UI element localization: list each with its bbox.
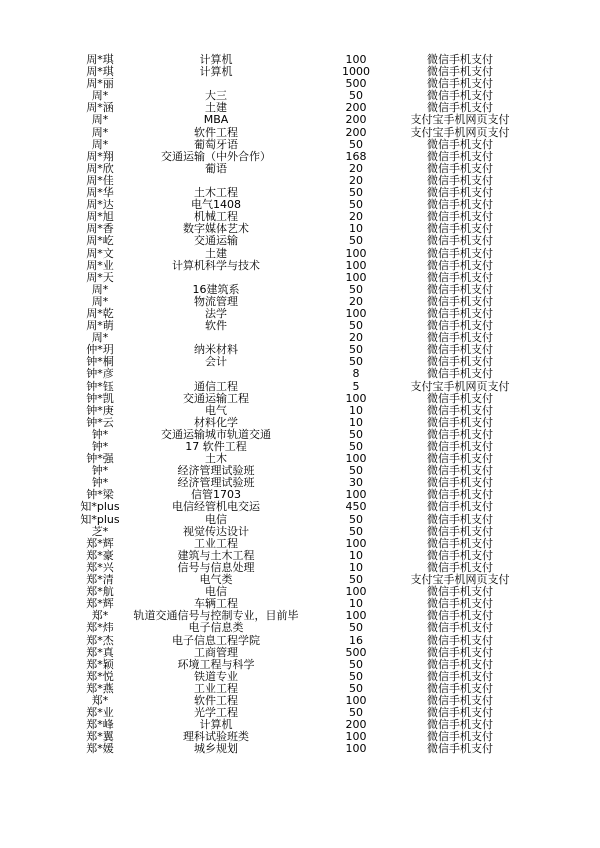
payment-method: 微信手机支付 (427, 367, 493, 381)
donor-major: 大三 (205, 89, 227, 103)
table-row (80, 526, 520, 538)
donor-name: 钟*云 (86, 415, 114, 429)
donation-amount: 50 (349, 234, 363, 248)
payment-method: 微信手机支付 (427, 65, 493, 79)
donor-major: 理科试验班类 (183, 730, 249, 744)
payment-method: 微信手机支付 (427, 730, 493, 744)
payment-method: 支付宝手机网页支付 (410, 573, 510, 587)
payment-method: 微信手机支付 (427, 234, 493, 248)
table-row (80, 405, 520, 417)
donor-name: 芝* (91, 524, 109, 538)
donor-major: 葡萄牙语 (194, 137, 238, 151)
donor-major: 物流管理 (194, 294, 238, 308)
donor-major: 纳米材料 (194, 343, 238, 357)
payment-method: 微信手机支付 (427, 645, 493, 659)
donation-amount: 50 (349, 657, 363, 671)
donor-name: 钟*桐 (86, 355, 114, 369)
donor-major: 经济管理试验班 (177, 476, 255, 490)
donor-major: 环境工程与科学 (177, 657, 255, 671)
donation-amount: 50 (349, 319, 363, 333)
payment-method: 微信手机支付 (427, 391, 493, 405)
table-row (80, 622, 520, 634)
donor-name: 周* (91, 89, 109, 103)
donation-amount: 100 (345, 742, 367, 756)
donation-amount: 50 (349, 706, 363, 720)
donor-name: 郑*真 (86, 645, 114, 659)
payment-method: 微信手机支付 (427, 609, 493, 623)
table-row (80, 368, 520, 380)
donation-amount: 200 (345, 101, 367, 115)
payment-method: 微信手机支付 (427, 633, 493, 647)
donation-amount: 20 (349, 173, 363, 187)
donor-name: 周* (91, 113, 109, 127)
donation-amount: 10 (349, 548, 363, 562)
donor-name: 周*萌 (86, 319, 114, 333)
donation-amount: 20 (349, 210, 363, 224)
donor-major: 交通运输 (194, 234, 238, 248)
payment-method: 微信手机支付 (427, 681, 493, 695)
donor-major: 电信 (205, 512, 227, 526)
donation-amount: 50 (349, 681, 363, 695)
donor-name: 郑* (91, 693, 109, 707)
donor-name: 郑*业 (86, 706, 114, 720)
donation-amount: 50 (349, 186, 363, 200)
payment-method: 微信手机支付 (427, 488, 493, 502)
donation-amount: 500 (345, 77, 367, 91)
donation-amount: 200 (345, 125, 367, 139)
donor-major: 电信 (205, 585, 227, 599)
donor-name: 周* (91, 294, 109, 308)
donor-name: 郑*清 (86, 573, 114, 587)
table-row (80, 127, 520, 139)
donation-amount: 50 (349, 621, 363, 635)
donor-name: 郑*炜 (86, 621, 114, 635)
donor-major: 软件工程 (194, 693, 238, 707)
payment-method: 微信手机支付 (427, 306, 493, 320)
donation-amount: 200 (345, 718, 367, 732)
payment-method: 支付宝手机网页支付 (410, 125, 510, 139)
donor-name: 周*翔 (86, 149, 114, 163)
donor-name: 周*乾 (86, 306, 114, 320)
payment-method: 微信手机支付 (427, 246, 493, 260)
payment-method: 微信手机支付 (427, 597, 493, 611)
donor-major: MBA (203, 113, 229, 127)
donor-name: 周* (91, 125, 109, 139)
payment-method: 微信手机支付 (427, 500, 493, 514)
table-row (80, 260, 520, 272)
donation-amount: 100 (345, 488, 367, 502)
donor-major: 电子信息工程学院 (172, 633, 260, 647)
donor-major: 电子信息类 (188, 621, 244, 635)
donation-amount: 50 (349, 427, 363, 441)
donor-major: 铁道专业 (194, 669, 238, 683)
donor-name: 郑*燕 (86, 681, 114, 695)
donor-major: 城乡规划 (194, 742, 238, 756)
donor-name: 周*旭 (86, 210, 114, 224)
donor-name: 周*华 (86, 186, 114, 200)
payment-method: 微信手机支付 (427, 198, 493, 212)
donor-name: 郑*媛 (86, 742, 114, 756)
donor-major: 土木工程 (194, 186, 238, 200)
payment-method: 微信手机支付 (427, 669, 493, 683)
donation-amount: 100 (345, 730, 367, 744)
donor-major: 电气 (205, 403, 227, 417)
table-row (80, 635, 520, 647)
donor-name: 郑*翼 (86, 730, 114, 744)
donor-major: 材料化学 (194, 415, 238, 429)
payment-method: 微信手机支付 (427, 585, 493, 599)
donor-name: 钟* (91, 440, 109, 453)
table-row (80, 393, 520, 405)
donor-major: 视觉传达设计 (183, 524, 249, 538)
donor-name: 郑*豪 (86, 548, 114, 562)
donor-name: 周*屹 (86, 234, 114, 248)
payment-method: 微信手机支付 (427, 718, 493, 732)
table-row (80, 114, 520, 126)
donation-amount: 50 (349, 355, 363, 369)
donor-major: 计算机 (199, 53, 233, 66)
donor-major: 光学工程 (194, 706, 238, 720)
payment-method: 微信手机支付 (427, 476, 493, 490)
donor-major: 工商管理 (194, 645, 238, 659)
donor-name: 周*欣 (86, 161, 114, 175)
payment-method: 微信手机支付 (427, 560, 493, 574)
donor-name: 知*plus (80, 500, 120, 514)
donor-name: 钟*庚 (86, 403, 114, 417)
payment-method: 微信手机支付 (427, 693, 493, 707)
donor-name: 周*达 (86, 198, 114, 212)
payment-method: 微信手机支付 (427, 536, 493, 550)
donation-amount: 100 (345, 585, 367, 599)
payment-method: 微信手机支付 (427, 331, 493, 345)
donor-name: 郑*辉 (86, 597, 114, 611)
donor-name: 周*涵 (86, 101, 114, 115)
donor-major: 工业工程 (194, 681, 238, 695)
payment-method: 微信手机支付 (427, 186, 493, 200)
table-row (80, 381, 520, 393)
donor-major: 17 软件工程 (185, 440, 247, 453)
table-row (80, 235, 520, 247)
payment-method: 微信手机支付 (427, 161, 493, 175)
donor-major: 会计 (205, 355, 227, 369)
donation-amount: 10 (349, 415, 363, 429)
donor-name: 仲*玥 (86, 343, 114, 357)
donation-amount: 50 (349, 669, 363, 683)
donor-major: 葡语 (205, 161, 227, 175)
donor-major: 机械工程 (194, 210, 238, 224)
payment-method: 微信手机支付 (427, 101, 493, 115)
donor-major (120, 272, 312, 284)
donor-name: 钟* (91, 476, 109, 490)
donor-major: 计算机科学与技术 (172, 258, 260, 272)
payment-method: 微信手机支付 (427, 137, 493, 151)
donation-amount: 100 (345, 246, 367, 260)
donation-amount: 10 (349, 222, 363, 236)
table-row (80, 743, 520, 755)
donor-name: 郑*峰 (86, 718, 114, 732)
donation-amount: 5 (352, 379, 360, 393)
donor-name: 周* (91, 331, 109, 345)
donation-amount: 100 (345, 53, 367, 66)
donor-name: 钟*钰 (86, 379, 114, 393)
donation-amount: 100 (345, 391, 367, 405)
donation-amount: 450 (345, 500, 367, 514)
donor-major: 交通运输（中外合作） (161, 149, 271, 163)
donation-amount: 500 (345, 645, 367, 659)
donor-major: 交通运输城市轨道交通 (161, 427, 271, 441)
donor-name: 钟* (91, 427, 109, 441)
payment-method: 微信手机支付 (427, 319, 493, 333)
donor-major: 土木 (205, 452, 227, 466)
payment-method: 微信手机支付 (427, 427, 493, 441)
donation-amount: 100 (345, 609, 367, 623)
donor-name: 周*香 (86, 222, 114, 236)
donation-amount: 10 (349, 403, 363, 417)
donor-name: 钟*凯 (86, 391, 114, 405)
donor-major: 车辆工程 (194, 597, 238, 611)
payment-method: 微信手机支付 (427, 53, 493, 66)
donor-name: 郑*辉 (86, 536, 114, 550)
payment-method: 微信手机支付 (427, 621, 493, 635)
payment-method: 微信手机支付 (427, 294, 493, 308)
donation-amount: 100 (345, 270, 367, 284)
payment-method: 微信手机支付 (427, 548, 493, 562)
donor-major (120, 368, 312, 380)
donation-amount: 30 (349, 476, 363, 490)
donation-amount: 100 (345, 536, 367, 550)
donor-name: 郑* (91, 609, 109, 623)
payment-method: 微信手机支付 (427, 282, 493, 296)
donor-major: 数字媒体艺术 (183, 222, 249, 236)
donor-name: 钟*梁 (86, 488, 114, 502)
donation-amount: 100 (345, 306, 367, 320)
donor-major: 工业工程 (194, 536, 238, 550)
payment-method: 微信手机支付 (427, 742, 493, 756)
donor-name: 周*琪 (86, 65, 114, 79)
payment-method: 微信手机支付 (427, 77, 493, 91)
donation-table (80, 54, 520, 755)
table-row (80, 248, 520, 260)
payment-method: 支付宝手机网页支付 (410, 379, 510, 393)
payment-method: 支付宝手机网页支付 (410, 113, 510, 127)
payment-method: 微信手机支付 (427, 222, 493, 236)
donor-name: 知*plus (80, 512, 120, 526)
donation-amount: 1000 (342, 65, 370, 79)
donor-name: 周*佳 (86, 173, 114, 187)
donor-major: 信管1703 (191, 488, 241, 502)
donor-major: 电信经管机电交运 (172, 500, 260, 514)
payment-method: 微信手机支付 (427, 657, 493, 671)
donation-amount: 20 (349, 161, 363, 175)
donor-major: 通信工程 (194, 379, 238, 393)
payment-method: 微信手机支付 (427, 210, 493, 224)
donation-amount: 20 (349, 331, 363, 345)
payment-method: 微信手机支付 (427, 355, 493, 369)
payment-method: 微信手机支付 (427, 89, 493, 103)
payment-method: 微信手机支付 (427, 173, 493, 187)
payment-method: 微信手机支付 (427, 258, 493, 272)
donation-amount: 50 (349, 343, 363, 357)
donation-amount: 50 (349, 464, 363, 478)
donor-major: 软件工程 (194, 125, 238, 139)
donation-amount: 10 (349, 597, 363, 611)
donor-major: 法学 (205, 306, 227, 320)
donation-amount: 50 (349, 89, 363, 103)
table-row (80, 272, 520, 284)
donor-major: 软件 (205, 319, 227, 333)
donor-major: 土建 (205, 246, 227, 260)
donor-major: 土建 (205, 101, 227, 115)
table-row (80, 647, 520, 659)
table-row (80, 659, 520, 671)
donation-amount: 16 (349, 633, 363, 647)
donation-amount: 10 (349, 560, 363, 574)
payment-method: 微信手机支付 (427, 464, 493, 478)
donor-major: 16建筑系 (192, 282, 240, 296)
donor-major: 计算机 (199, 65, 233, 79)
donor-name: 钟* (91, 464, 109, 478)
donor-name: 郑*兴 (86, 560, 114, 574)
table-row (80, 139, 520, 151)
table-row (80, 501, 520, 513)
donation-amount: 200 (345, 113, 367, 127)
payment-method: 微信手机支付 (427, 270, 493, 284)
donor-name: 郑*航 (86, 585, 114, 599)
donation-amount: 50 (349, 573, 363, 587)
payment-method: 微信手机支付 (427, 440, 493, 453)
donation-amount: 100 (345, 258, 367, 272)
donor-name: 郑*杰 (86, 633, 114, 647)
payment-method: 微信手机支付 (427, 403, 493, 417)
donor-major: 信号与信息处理 (177, 560, 255, 574)
payment-method: 微信手机支付 (427, 452, 493, 466)
donor-name: 周*业 (86, 258, 114, 272)
donor-name: 周*文 (86, 246, 114, 260)
payment-method: 微信手机支付 (427, 524, 493, 538)
donor-major: 电气类 (199, 573, 233, 587)
donor-major: 电气1408 (191, 198, 241, 212)
donation-amount: 8 (352, 367, 360, 381)
payment-method: 微信手机支付 (427, 149, 493, 163)
donor-name: 钟*强 (86, 452, 114, 466)
payment-method: 微信手机支付 (427, 512, 493, 526)
donation-amount: 50 (349, 137, 363, 151)
donor-major: 计算机 (199, 718, 233, 732)
donor-name: 周* (91, 282, 109, 296)
donation-amount: 20 (349, 294, 363, 308)
donor-name: 周*天 (86, 270, 114, 284)
donation-amount: 168 (345, 149, 367, 163)
payment-method: 微信手机支付 (427, 706, 493, 720)
donation-amount: 50 (349, 524, 363, 538)
donor-name: 郑*颖 (86, 657, 114, 671)
donor-major: 经济管理试验班 (177, 464, 255, 478)
donor-name: 郑*悦 (86, 669, 114, 683)
donation-amount: 50 (349, 440, 363, 453)
donor-name: 钟*彦 (86, 367, 114, 381)
donation-amount: 50 (349, 512, 363, 526)
donor-major: 建筑与土木工程 (177, 548, 255, 562)
donor-major: 交通运输工程 (183, 391, 249, 405)
table-row (80, 514, 520, 526)
donation-amount: 100 (345, 452, 367, 466)
donor-major: 轨道交通信号与控制专业，目前毕 (133, 609, 299, 623)
donation-amount: 50 (349, 282, 363, 296)
donation-amount: 50 (349, 198, 363, 212)
donor-name: 周* (91, 137, 109, 151)
payment-method: 微信手机支付 (427, 343, 493, 357)
donor-name: 周*琪 (86, 53, 114, 66)
donor-name: 周*丽 (86, 77, 114, 91)
payment-method: 微信手机支付 (427, 415, 493, 429)
donation-amount: 100 (345, 693, 367, 707)
